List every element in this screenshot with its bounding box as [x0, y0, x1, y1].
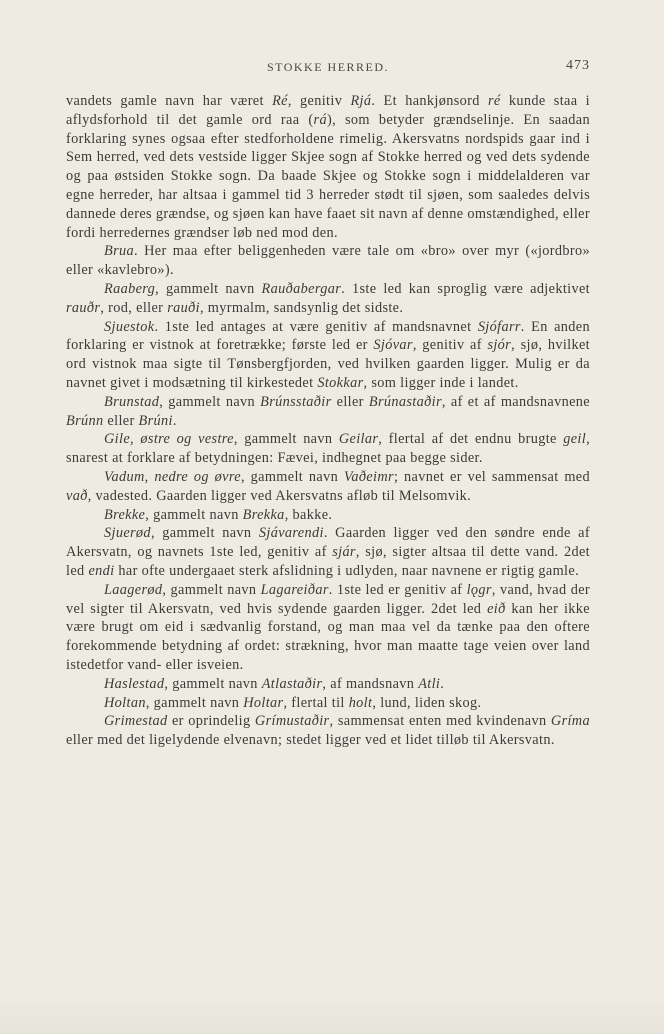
text-run: , af et af mandsnavnene: [441, 393, 590, 410]
italic-term: Laagerød: [104, 581, 163, 598]
text-run: , af mandsnavn: [322, 675, 419, 692]
text-run: . Her maa efter beliggenheden være tale om «bro» over myr («jordbro» eller «kavlebro»).: [66, 243, 590, 279]
italic-term: vað: [66, 487, 88, 504]
paragraph: [66, 524, 590, 580]
italic-term: Gile, østre og vestre: [104, 431, 234, 448]
text-run: har ofte undergaaet sterk afslidning i udlyden, naar navnene er rigtig gamle.: [114, 562, 579, 579]
italic-term: Sjávarendi: [258, 525, 324, 542]
italic-term: endi: [88, 562, 115, 579]
italic-term: geil: [563, 431, 587, 448]
paragraph: [66, 506, 590, 525]
italic-term: lǫgr: [466, 581, 492, 598]
text-run: , gammelt navn: [145, 694, 244, 711]
paragraph: [66, 393, 590, 431]
italic-term: Sjuerød: [104, 525, 151, 542]
italic-term: Grímustaðir: [254, 713, 330, 730]
text-run: , gammelt navn: [164, 675, 262, 692]
italic-term: sjár: [332, 544, 356, 561]
text-run: , flertal af det endnu brugte: [378, 431, 564, 448]
text-run: , flertal til: [283, 694, 349, 711]
italic-term: Geilar: [338, 431, 379, 448]
paragraph: [66, 242, 590, 280]
text-run: eller med det ligelydende elvenavn; stedet ligger ved et lidet tilløb til Akersvatn.: [66, 732, 555, 749]
body-text: [66, 92, 590, 750]
text-run: , gammelt navn: [240, 468, 344, 485]
paragraph: [66, 468, 590, 506]
italic-term: Vaðeimr: [343, 468, 394, 485]
paragraph: [66, 675, 590, 694]
italic-term: Brúnn: [66, 412, 104, 429]
text-run: , lund, liden skog.: [372, 694, 482, 711]
page-number: 473: [566, 58, 590, 73]
italic-term: Holtan: [104, 694, 146, 711]
italic-term: Sjuestok: [104, 318, 155, 335]
text-run: . 1ste led er genitiv af: [328, 581, 467, 598]
italic-term: rauði: [167, 299, 200, 316]
italic-term: Rauðabergar: [261, 280, 342, 297]
text-run: , gammelt navn: [162, 581, 261, 598]
text-run: . 1ste led antages at være genitiv af mandsnavnet: [154, 318, 478, 335]
italic-term: holt: [348, 694, 373, 711]
text-run: , gammelt navn: [145, 506, 243, 523]
text-run: , genitiv af: [412, 337, 488, 354]
italic-term: Brúnastaðir: [368, 393, 442, 410]
text-run: , sjø, hvilket ord vistnok maa sigte til Tønsbergfjorden, ved hvilken gaarden ligger. Mulig er da navnet givet i modsætning til kirkestedet: [66, 337, 590, 391]
italic-term: Rjá: [350, 93, 372, 109]
text-run: , gammelt navn: [150, 525, 259, 542]
italic-term: Atli: [418, 675, 441, 692]
italic-term: Stokkar: [317, 374, 364, 391]
italic-term: Gríma: [550, 713, 590, 730]
italic-term: Brekka: [242, 506, 285, 523]
text-run: , som ligger inde i landet.: [363, 374, 519, 391]
running-head: STOKKE HERRED.: [266, 60, 390, 74]
text-run: , vadested. Gaarden ligger ved Akersvatns afløb til Melsomvik.: [87, 487, 472, 504]
italic-term: Vadum, nedre og øvre: [104, 468, 241, 485]
text-run: eller: [331, 393, 369, 410]
italic-term: Haslestad: [104, 675, 165, 692]
text-run: , rod, eller: [100, 299, 168, 316]
text-run: ), som betyder grændselinje. En saadan forklaring synes ogsaa efter stedforholdene rimelig. Akersvatns nordspids gaar ind i Sem herred, ved dets vestside ligger Skjee sogn af Stokke herred og ved dets sydende og paa østsiden Stokke sogn. Da baade Skjee og Stokke sogn i middelalderen var egne herreder, har altsaa i gammel tid 3 herreder stødt til sjøen, som saaledes delvis dannede deres grændse, og sjøen kan have faaet sit navn af denne omstændighed, eller fordi herredernes grændser løb ned mod den.: [66, 111, 591, 241]
text-run: eller: [103, 412, 139, 429]
text-run: er oprindelig: [167, 713, 255, 730]
italic-term: Lagareiðar: [260, 581, 329, 598]
italic-term: Brúni: [138, 412, 173, 429]
paragraph: [66, 430, 590, 468]
italic-term: Sjóvar: [373, 337, 413, 354]
italic-term: Raaberg: [104, 280, 156, 297]
text-run: kan her ikke være brugt om eid i sædvanlig forstand, og man maa vel da tænke paa den oftere forekommende betydning af ordet: strækning, hvor man maatte tage veien over land istedetfor vand- eller isveien.: [66, 600, 590, 673]
text-run: ; navnet er vel sammensat med: [393, 468, 590, 485]
paragraph: [66, 318, 590, 393]
paragraph: [66, 581, 590, 675]
text-run: , myrmalm, sandsynlig det sidste.: [199, 299, 404, 316]
text-run: . Et hankjønsord: [371, 93, 488, 109]
text-run: , genitiv: [287, 93, 351, 109]
page-bottom-edge: [0, 994, 664, 1034]
text-run: , vand, hvad der vel sigter til Akersvatn, ved hvis sydende gaarden ligger. 2det led: [66, 581, 590, 617]
italic-term: rauðr: [66, 299, 101, 316]
text-run: , sammensat enten med kvindenavn: [329, 713, 551, 730]
text-run: . Gaarden ligger ved den søndre ende af Akersvatn, og navnets 1ste led, genitiv af: [66, 525, 590, 561]
text-run: , gammelt navn: [155, 280, 262, 297]
paragraph: [66, 280, 590, 318]
italic-term: Brekke: [104, 506, 146, 523]
page-header: [66, 60, 590, 82]
paragraph: [66, 712, 590, 750]
italic-term: eið: [487, 600, 506, 617]
italic-term: ré: [487, 93, 501, 109]
text-run: , snarest at forklare af betydningen: Fævei, indhegnet paa begge sider.: [66, 431, 590, 467]
italic-term: sjór: [487, 337, 512, 354]
italic-term: Brunstad: [104, 393, 160, 410]
italic-term: Atlastaðir: [261, 675, 323, 692]
italic-term: Grimestad: [104, 713, 168, 730]
text-run: kunde staa i aflydsforhold til det gamle ord raa (: [66, 93, 591, 128]
italic-term: Brúnsstaðir: [260, 393, 332, 410]
text-run: . En anden forklaring er vistnok at foretrække; første led er: [66, 318, 590, 354]
italic-term: rá: [313, 111, 327, 128]
text-run: , sjø, sigter altsaa til dette vand. 2det led: [66, 544, 590, 579]
italic-term: Holtar: [243, 694, 284, 711]
text-run: , gammelt navn: [233, 431, 339, 448]
text-run: , bakke.: [284, 506, 333, 523]
text-run: .: [172, 412, 177, 429]
paragraph: [66, 694, 590, 713]
text-run: vandets gamle navn har været: [66, 93, 273, 109]
italic-term: Ré: [272, 93, 288, 109]
text-run: . 1ste led kan sproglig være adjektivet: [341, 280, 590, 297]
text-run: , gammelt navn: [159, 393, 261, 410]
paragraph: [66, 92, 590, 242]
italic-term: Sjófarr: [477, 318, 521, 335]
text-run: .: [440, 675, 445, 692]
italic-term: Brua: [104, 243, 134, 260]
